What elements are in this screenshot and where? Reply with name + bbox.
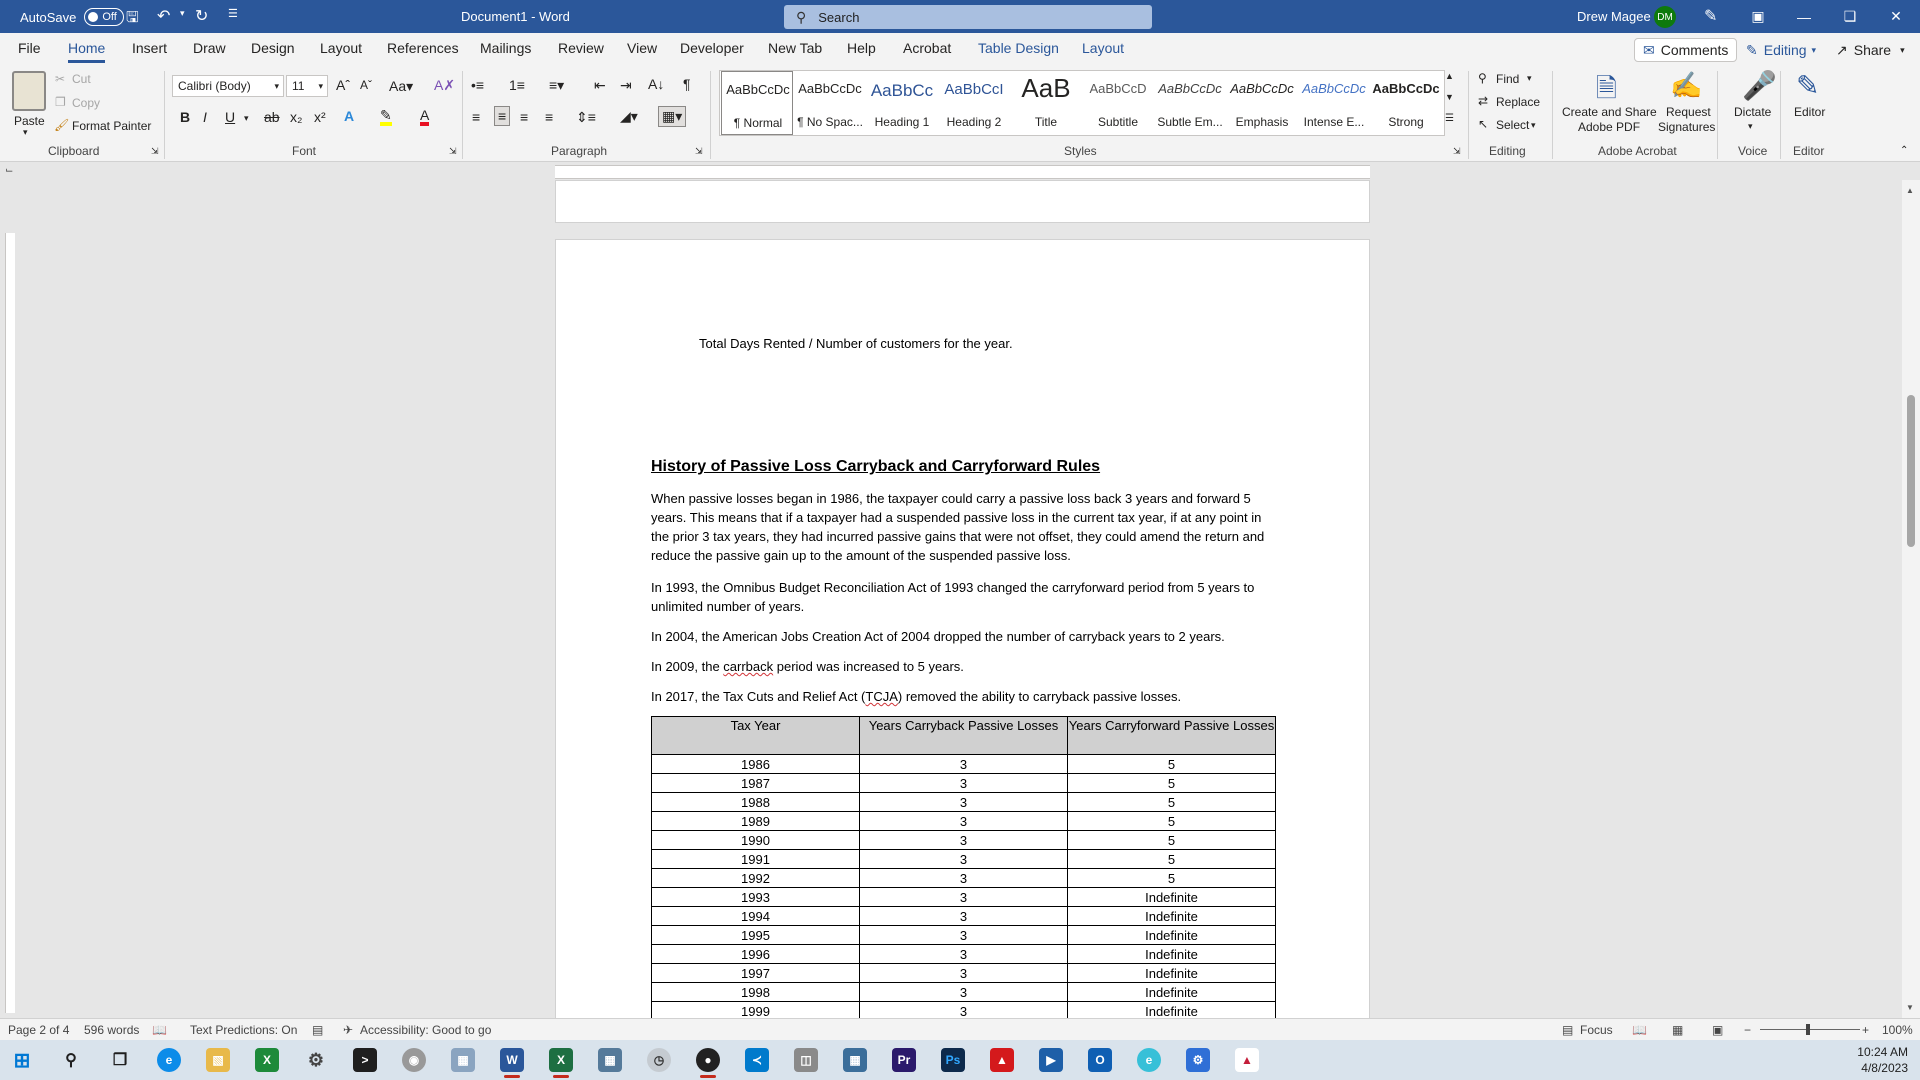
tab-view[interactable]: View bbox=[627, 40, 658, 56]
table-cell[interactable]: 1991 bbox=[652, 850, 860, 869]
save-icon[interactable]: 🖫 bbox=[126, 9, 139, 26]
windows-start-icon[interactable]: ⊞ bbox=[13, 1049, 31, 1072]
grow-font-icon[interactable]: Aˆ bbox=[336, 77, 350, 93]
divider bbox=[1780, 71, 1781, 159]
table-cell[interactable]: 3 bbox=[860, 1002, 1068, 1020]
dialog-launcher-icon[interactable]: ⇲ bbox=[695, 146, 703, 156]
increase-indent-icon[interactable]: ⇥ bbox=[620, 77, 632, 93]
dialog-launcher-icon[interactable]: ⇲ bbox=[151, 146, 159, 156]
table-cell[interactable]: Indefinite bbox=[1068, 1002, 1276, 1020]
styles-scroll-down-icon[interactable]: ▼ bbox=[1445, 92, 1454, 102]
create-pdf-button-line2[interactable]: Adobe PDF bbox=[1578, 120, 1641, 134]
horizontal-ruler[interactable] bbox=[555, 165, 1370, 179]
table-row bbox=[652, 774, 1276, 793]
tab-layout[interactable]: Layout bbox=[320, 40, 363, 56]
avatar[interactable]: DM bbox=[1654, 6, 1676, 28]
chevron-down-icon: ▾ bbox=[274, 80, 279, 91]
clear-formatting-icon[interactable]: A✗ bbox=[434, 77, 456, 93]
paste-dropdown-icon[interactable]: ▾ bbox=[23, 127, 28, 137]
copy-button[interactable]: Copy bbox=[72, 96, 101, 110]
file-explorer-icon[interactable]: ▧ bbox=[206, 1048, 230, 1072]
clock-icon[interactable]: ◷ bbox=[647, 1048, 671, 1072]
taskbar bbox=[0, 1040, 1920, 1080]
highlight-icon[interactable]: ✎ bbox=[380, 108, 392, 126]
tab-design[interactable]: Design bbox=[251, 40, 295, 56]
app-icon[interactable]: ⚙ bbox=[1186, 1048, 1210, 1072]
table-row bbox=[652, 869, 1276, 888]
zoom-in-icon[interactable]: + bbox=[1862, 1023, 1870, 1037]
table-cell[interactable]: 3 bbox=[860, 926, 1068, 945]
table-row bbox=[652, 926, 1276, 945]
autosave-toggle[interactable]: Off bbox=[84, 8, 124, 26]
clipboard-group-label: Clipboard bbox=[48, 144, 100, 158]
table-cell[interactable]: 3 bbox=[860, 812, 1068, 831]
table-row bbox=[652, 964, 1276, 983]
font-color-icon[interactable]: A bbox=[420, 108, 429, 126]
table-cell[interactable]: 1987 bbox=[652, 774, 860, 793]
table-body bbox=[652, 755, 1276, 1020]
bold-icon[interactable]: B bbox=[180, 109, 191, 125]
database-icon[interactable]: ◫ bbox=[794, 1048, 818, 1072]
clock-time: 10:24 AM bbox=[1857, 1045, 1908, 1059]
create-pdf-icon[interactable]: 🗎 bbox=[1596, 73, 1617, 103]
share-button[interactable]: ↗ Share ▾ bbox=[1836, 41, 1905, 58]
style-subtle-emphasis[interactable]: AaBbCcDc Subtle Em... bbox=[1157, 81, 1223, 129]
tab-developer[interactable]: Developer bbox=[680, 40, 744, 56]
table-cell[interactable]: 1989 bbox=[652, 812, 860, 831]
table-cell[interactable]: 3 bbox=[860, 888, 1068, 907]
paragraph: In 2009, the carrback period was increased to 5 years. bbox=[651, 659, 964, 674]
table-row bbox=[652, 831, 1276, 850]
format-painter-icon[interactable]: 🖌 bbox=[54, 118, 70, 132]
ribbon-tabs bbox=[0, 33, 1920, 65]
autosave-control[interactable] bbox=[20, 8, 124, 26]
text-effects-icon[interactable]: A bbox=[344, 108, 355, 124]
table-row bbox=[652, 793, 1276, 812]
table-cell[interactable]: 1994 bbox=[652, 907, 860, 926]
web-layout-icon[interactable]: ▣ bbox=[1712, 1023, 1724, 1037]
tab-acrobat[interactable]: Acrobat bbox=[903, 40, 952, 56]
font-size-select[interactable]: 11 ▾ bbox=[286, 75, 328, 97]
replace-button[interactable]: Replace bbox=[1496, 95, 1541, 109]
title-bar bbox=[0, 0, 1920, 33]
spelling-error[interactable]: TCJA bbox=[865, 689, 898, 704]
styles-scroll-up-icon[interactable]: ▲ bbox=[1445, 71, 1454, 81]
align-center-icon[interactable]: ≡ bbox=[494, 106, 510, 126]
tab-selector[interactable]: ⌙ bbox=[5, 165, 14, 176]
style-heading-2[interactable]: AaBbCcI Heading 2 bbox=[944, 81, 1004, 129]
find-button[interactable]: Find bbox=[1496, 72, 1520, 86]
paragraph: In 1993, the Omnibus Budget Reconciliation Act of 1993 changed the carryforward period from 5 years to unlimited number of years. bbox=[651, 580, 1255, 614]
paste-label[interactable]: Paste bbox=[14, 114, 45, 128]
undo-dropdown-icon[interactable]: ▾ bbox=[180, 8, 185, 18]
chevron-down-icon[interactable]: ▾ bbox=[1748, 121, 1753, 131]
tab-review[interactable]: Review bbox=[558, 40, 604, 56]
table-cell[interactable]: 1990 bbox=[652, 831, 860, 850]
style-title[interactable]: AaB Title bbox=[1021, 73, 1071, 129]
ribbon-display-icon[interactable]: ▣ bbox=[1751, 8, 1765, 24]
spelling-error[interactable]: carrback bbox=[723, 659, 774, 674]
edit-pencil-icon: ✎ bbox=[1746, 41, 1758, 58]
table-cell[interactable]: 3 bbox=[860, 907, 1068, 926]
comment-icon: ✉ bbox=[1643, 41, 1655, 58]
underline-icon[interactable]: U bbox=[225, 109, 236, 125]
paragraph: In 2017, the Tax Cuts and Relief Act (TCJA) removed the ability to carryback passive losses. bbox=[651, 689, 1182, 704]
user-name[interactable]: Drew Magee bbox=[1577, 9, 1651, 24]
focus-button[interactable]: Focus bbox=[1580, 1023, 1613, 1037]
ribbon bbox=[0, 65, 1920, 162]
style-normal[interactable]: AaBbCcDc ¶ Normal bbox=[721, 71, 793, 135]
underline-dropdown-icon[interactable]: ▾ bbox=[244, 113, 249, 123]
request-signatures-button-line2[interactable]: Signatures bbox=[1658, 120, 1716, 134]
table-header-cell[interactable]: Years Carryforward Passive Losses bbox=[1068, 717, 1276, 755]
table-cell[interactable]: 5 bbox=[1068, 831, 1276, 850]
paragraph: When passive losses began in 1986, the taxpayer could carry a passive loss back 3 years and forward 5 years. This means that if a taxpayer had a suspended passive loss in the current tax year, if at any point in the prior 3 tax years, they had incurred passive gains that were not offset, they could amend the return and reduce the passive gain up to the amount of the suspended passive loss. bbox=[651, 491, 1265, 563]
table-cell[interactable]: 1995 bbox=[652, 926, 860, 945]
app-icon[interactable]: ● bbox=[696, 1048, 720, 1072]
style-heading-1[interactable]: AaBbCc Heading 1 bbox=[870, 81, 934, 129]
table-cell[interactable]: Indefinite bbox=[1068, 888, 1276, 907]
previous-page bbox=[555, 180, 1370, 223]
find-icon[interactable]: ⚲ bbox=[1478, 71, 1487, 85]
chevron-down-icon: ▾ bbox=[1900, 44, 1905, 55]
copy-icon[interactable]: ❐ bbox=[55, 95, 66, 109]
table-cell[interactable]: 5 bbox=[1068, 869, 1276, 888]
style-no-spacing[interactable]: AaBbCcDc ¶ No Spac... bbox=[797, 81, 863, 129]
table-cell[interactable]: 5 bbox=[1068, 812, 1276, 831]
zoom-slider-thumb[interactable] bbox=[1806, 1024, 1810, 1035]
zoom-slider[interactable] bbox=[1760, 1029, 1860, 1030]
scroll-down-icon[interactable]: ▼ bbox=[1906, 1003, 1914, 1012]
tab-new-tab[interactable]: New Tab bbox=[768, 40, 823, 56]
microphone-icon[interactable]: 🎤 bbox=[1742, 70, 1777, 101]
table-cell[interactable]: 3 bbox=[860, 831, 1068, 850]
tab-table-design[interactable]: Table Design bbox=[978, 40, 1059, 56]
editing-mode-button[interactable]: ✎ Editing ▾ bbox=[1746, 41, 1817, 58]
media-icon[interactable]: ▶ bbox=[1039, 1048, 1063, 1072]
request-signatures-icon[interactable]: ✍ bbox=[1670, 70, 1703, 100]
table-cell[interactable]: 3 bbox=[860, 945, 1068, 964]
minimize-icon[interactable]: — bbox=[1797, 8, 1811, 25]
multilevel-list-icon[interactable]: ≡▾ bbox=[549, 77, 565, 93]
search-placeholder: Search bbox=[818, 9, 860, 25]
select-button[interactable]: Select bbox=[1496, 118, 1530, 132]
align-left-icon[interactable]: ≡ bbox=[472, 109, 481, 125]
divider bbox=[1468, 71, 1469, 159]
chevron-down-icon[interactable]: ▾ bbox=[1531, 120, 1536, 130]
font-name-select[interactable]: Calibri (Body) ▾ bbox=[172, 75, 284, 97]
scroll-up-icon[interactable]: ▲ bbox=[1906, 186, 1914, 195]
align-right-icon[interactable]: ≡ bbox=[520, 109, 529, 125]
table-header-cell[interactable]: Years Carryback Passive Losses bbox=[860, 717, 1068, 755]
tab-draw[interactable]: Draw bbox=[193, 40, 226, 56]
app-icon[interactable]: ◉ bbox=[402, 1048, 426, 1072]
paragraph-group-label: Paragraph bbox=[551, 144, 608, 158]
styles-more-icon[interactable]: ☰ bbox=[1445, 113, 1454, 124]
tab-mailings[interactable]: Mailings bbox=[480, 40, 532, 56]
dialog-launcher-icon[interactable]: ⇲ bbox=[449, 146, 457, 156]
table-cell[interactable]: 1996 bbox=[652, 945, 860, 964]
table-cell[interactable]: 5 bbox=[1068, 850, 1276, 869]
document-page[interactable] bbox=[555, 239, 1370, 1019]
tab-references[interactable]: References bbox=[387, 40, 459, 56]
read-mode-icon[interactable]: 📖 bbox=[1632, 1023, 1647, 1037]
app-icon[interactable]: ▲ bbox=[1235, 1048, 1259, 1072]
table-cell[interactable]: 1998 bbox=[652, 983, 860, 1002]
table-cell[interactable]: 5 bbox=[1068, 793, 1276, 812]
shading-icon[interactable]: ◢▾ bbox=[620, 108, 638, 124]
table-cell[interactable]: 3 bbox=[860, 850, 1068, 869]
page-count[interactable]: Page 2 of 4 bbox=[8, 1023, 70, 1037]
editor-group-label: Editor bbox=[1793, 144, 1825, 158]
accessibility-icon[interactable]: ✈ bbox=[343, 1023, 354, 1037]
sort-icon[interactable]: A↓ bbox=[648, 76, 665, 92]
table-cell[interactable]: Indefinite bbox=[1068, 945, 1276, 964]
share-icon: ↗ bbox=[1836, 41, 1848, 58]
create-pdf-button[interactable]: Create and Share bbox=[1562, 105, 1657, 119]
editing-group-label: Editing bbox=[1489, 144, 1526, 158]
task-view-icon[interactable]: ❒ bbox=[112, 1052, 128, 1069]
table-row bbox=[652, 888, 1276, 907]
terminal-icon[interactable]: > bbox=[353, 1048, 377, 1072]
table-row bbox=[652, 812, 1276, 831]
paragraph: In 2004, the American Jobs Creation Act of 2004 dropped the number of carryback years to 2 years. bbox=[651, 629, 1225, 644]
undo-icon[interactable]: ↶ bbox=[157, 8, 171, 25]
replace-icon[interactable]: ⇄ bbox=[1478, 94, 1489, 108]
calculator-icon[interactable]: ▦ bbox=[598, 1048, 622, 1072]
bullets-icon[interactable]: •≡ bbox=[471, 77, 485, 93]
style-subtitle[interactable]: AaBbCcD Subtitle bbox=[1089, 81, 1147, 129]
accessibility-status[interactable]: Accessibility: Good to go bbox=[360, 1023, 492, 1037]
table-cell[interactable]: 1999 bbox=[652, 1002, 860, 1020]
tab-table-layout[interactable]: Layout bbox=[1082, 40, 1125, 56]
excel-icon[interactable]: X bbox=[549, 1048, 573, 1072]
autosave-label: AutoSave bbox=[20, 9, 77, 25]
zoom-out-icon[interactable]: − bbox=[1744, 1023, 1752, 1037]
section-heading: History of Passive Loss Carryback and Carryforward Rules bbox=[651, 458, 1101, 475]
table-cell[interactable]: Indefinite bbox=[1068, 983, 1276, 1002]
scrollbar-thumb[interactable] bbox=[1907, 395, 1915, 547]
dialog-launcher-icon[interactable]: ⇲ bbox=[1453, 146, 1461, 156]
customize-qat-icon[interactable]: ☰ bbox=[228, 8, 238, 20]
outlook-icon[interactable]: O bbox=[1088, 1048, 1112, 1072]
status-bar bbox=[0, 1018, 1920, 1040]
table-row bbox=[652, 755, 1276, 774]
search-icon: ⚲ bbox=[796, 8, 807, 25]
tab-help[interactable]: Help bbox=[847, 40, 876, 56]
comments-button[interactable]: ✉ Comments bbox=[1634, 38, 1737, 62]
table-cell[interactable]: Indefinite bbox=[1068, 907, 1276, 926]
font-group-label: Font bbox=[292, 144, 317, 158]
acrobat-icon[interactable]: ▲ bbox=[990, 1048, 1014, 1072]
acrobat-group-label: Adobe Acrobat bbox=[1598, 144, 1677, 158]
table-header-cell[interactable]: Tax Year bbox=[652, 717, 860, 755]
word-icon[interactable]: W bbox=[500, 1048, 524, 1072]
close-icon[interactable]: ✕ bbox=[1890, 8, 1902, 24]
focus-icon[interactable]: ▤ bbox=[1562, 1023, 1574, 1037]
subscript-icon[interactable]: x₂ bbox=[290, 109, 303, 125]
collapse-ribbon-icon[interactable]: ⌃ bbox=[1900, 145, 1909, 156]
vertical-scrollbar[interactable] bbox=[1902, 180, 1920, 1018]
proofing-icon[interactable]: 📖 bbox=[152, 1023, 167, 1037]
table-cell[interactable]: 1997 bbox=[652, 964, 860, 983]
app-icon[interactable]: ▦ bbox=[843, 1048, 867, 1072]
chevron-down-icon: ▾ bbox=[318, 80, 323, 91]
app-icon[interactable]: ▦ bbox=[451, 1048, 475, 1072]
zoom-level[interactable]: 100% bbox=[1882, 1023, 1913, 1037]
tab-insert[interactable]: Insert bbox=[132, 40, 168, 56]
voice-group-label: Voice bbox=[1738, 144, 1768, 158]
strikethrough-icon[interactable]: ab bbox=[264, 109, 280, 125]
settings-icon[interactable]: ⚙ bbox=[307, 1049, 325, 1070]
numbering-icon[interactable]: 1≡ bbox=[509, 77, 525, 93]
table-cell[interactable]: 1988 bbox=[652, 793, 860, 812]
table-cell[interactable]: Indefinite bbox=[1068, 926, 1276, 945]
tab-file[interactable]: File bbox=[18, 40, 41, 56]
styles-gallery bbox=[719, 70, 1445, 136]
redo-icon[interactable]: ↻ bbox=[195, 8, 209, 25]
style-emphasis[interactable]: AaBbCcDc Emphasis bbox=[1230, 81, 1294, 129]
table-cell[interactable]: Indefinite bbox=[1068, 964, 1276, 983]
paste-icon[interactable] bbox=[12, 71, 46, 111]
dictate-button[interactable]: Dictate bbox=[1734, 105, 1772, 119]
style-strong[interactable]: AaBbCcDc Strong bbox=[1372, 81, 1440, 129]
macro-icon[interactable]: ▤ bbox=[312, 1023, 324, 1037]
text-predictions-status[interactable]: Text Predictions: On bbox=[190, 1023, 298, 1037]
line-spacing-icon[interactable]: ⇕≡ bbox=[576, 109, 596, 125]
search-icon[interactable]: ⚲ bbox=[65, 1052, 77, 1069]
vscode-icon[interactable]: ≺ bbox=[745, 1048, 769, 1072]
shrink-font-icon[interactable]: Aˇ bbox=[360, 78, 372, 92]
divider bbox=[1552, 71, 1553, 159]
premiere-icon[interactable]: Pr bbox=[892, 1048, 916, 1072]
table-cell[interactable]: 1993 bbox=[652, 888, 860, 907]
tab-home[interactable]: Home bbox=[68, 40, 106, 56]
superscript-icon[interactable]: x² bbox=[314, 109, 326, 125]
table-cell[interactable]: 3 bbox=[860, 793, 1068, 812]
internet-explorer-icon[interactable]: e bbox=[1137, 1048, 1161, 1072]
table-cell[interactable]: 3 bbox=[860, 755, 1068, 774]
table-row bbox=[652, 983, 1276, 1002]
excel-green-icon[interactable]: X bbox=[255, 1048, 279, 1072]
request-signatures-button[interactable]: Request bbox=[1666, 105, 1711, 119]
pen-icon[interactable]: ✎ bbox=[1704, 8, 1718, 25]
divider bbox=[1717, 71, 1718, 159]
justify-icon[interactable]: ≡ bbox=[545, 109, 554, 125]
format-painter-button[interactable]: Format Painter bbox=[72, 119, 152, 133]
chevron-down-icon[interactable]: ▾ bbox=[1527, 73, 1532, 83]
divider bbox=[710, 71, 711, 159]
edge-icon[interactable]: e bbox=[157, 1048, 181, 1072]
print-layout-icon[interactable]: ▦ bbox=[1672, 1023, 1684, 1037]
editor-icon[interactable]: ✎ bbox=[1796, 70, 1820, 101]
styles-group-label: Styles bbox=[1064, 144, 1097, 158]
table-cell[interactable]: 1986 bbox=[652, 755, 860, 774]
table-row bbox=[652, 907, 1276, 926]
table-row bbox=[652, 850, 1276, 869]
table-row bbox=[652, 945, 1276, 964]
show-formatting-icon[interactable]: ¶ bbox=[683, 76, 691, 92]
table-cell[interactable]: 1992 bbox=[652, 869, 860, 888]
system-clock[interactable] bbox=[1857, 1044, 1908, 1076]
style-intense-emphasis[interactable]: AaBbCcDc Intense E... bbox=[1302, 81, 1366, 129]
chevron-down-icon: ▾ bbox=[1811, 44, 1817, 55]
formula-line: Total Days Rented / Number of customers for the year. bbox=[699, 336, 1013, 351]
clock-date: 4/8/2023 bbox=[1861, 1061, 1908, 1075]
decrease-indent-icon[interactable]: ⇤ bbox=[594, 77, 606, 93]
italic-icon[interactable]: I bbox=[203, 109, 207, 125]
cut-button[interactable]: Cut bbox=[72, 72, 91, 86]
change-case-icon[interactable]: Aa▾ bbox=[389, 78, 414, 94]
word-count[interactable]: 596 words bbox=[84, 1023, 140, 1037]
cut-icon[interactable]: ✂ bbox=[55, 72, 66, 86]
table-cell[interactable]: 5 bbox=[1068, 755, 1276, 774]
divider bbox=[164, 71, 165, 159]
vertical-ruler[interactable] bbox=[5, 233, 15, 1013]
editor-button[interactable]: Editor bbox=[1794, 105, 1826, 119]
table-cell[interactable]: 3 bbox=[860, 964, 1068, 983]
search-box[interactable] bbox=[784, 5, 1152, 29]
table-header-row bbox=[652, 717, 1276, 755]
select-icon[interactable]: ↖ bbox=[1478, 117, 1489, 131]
restore-icon[interactable]: ❏ bbox=[1843, 8, 1857, 24]
table-cell[interactable]: 3 bbox=[860, 774, 1068, 793]
table-row bbox=[652, 1002, 1276, 1020]
divider bbox=[462, 71, 463, 159]
tax-years-table[interactable] bbox=[651, 716, 1276, 1019]
table-cell[interactable]: 3 bbox=[860, 983, 1068, 1002]
document-title: Document1 - Word bbox=[461, 9, 570, 24]
photoshop-icon[interactable]: Ps bbox=[941, 1048, 965, 1072]
table-cell[interactable]: 5 bbox=[1068, 774, 1276, 793]
table-cell[interactable]: 3 bbox=[860, 869, 1068, 888]
borders-icon[interactable]: ▦▾ bbox=[658, 106, 686, 127]
